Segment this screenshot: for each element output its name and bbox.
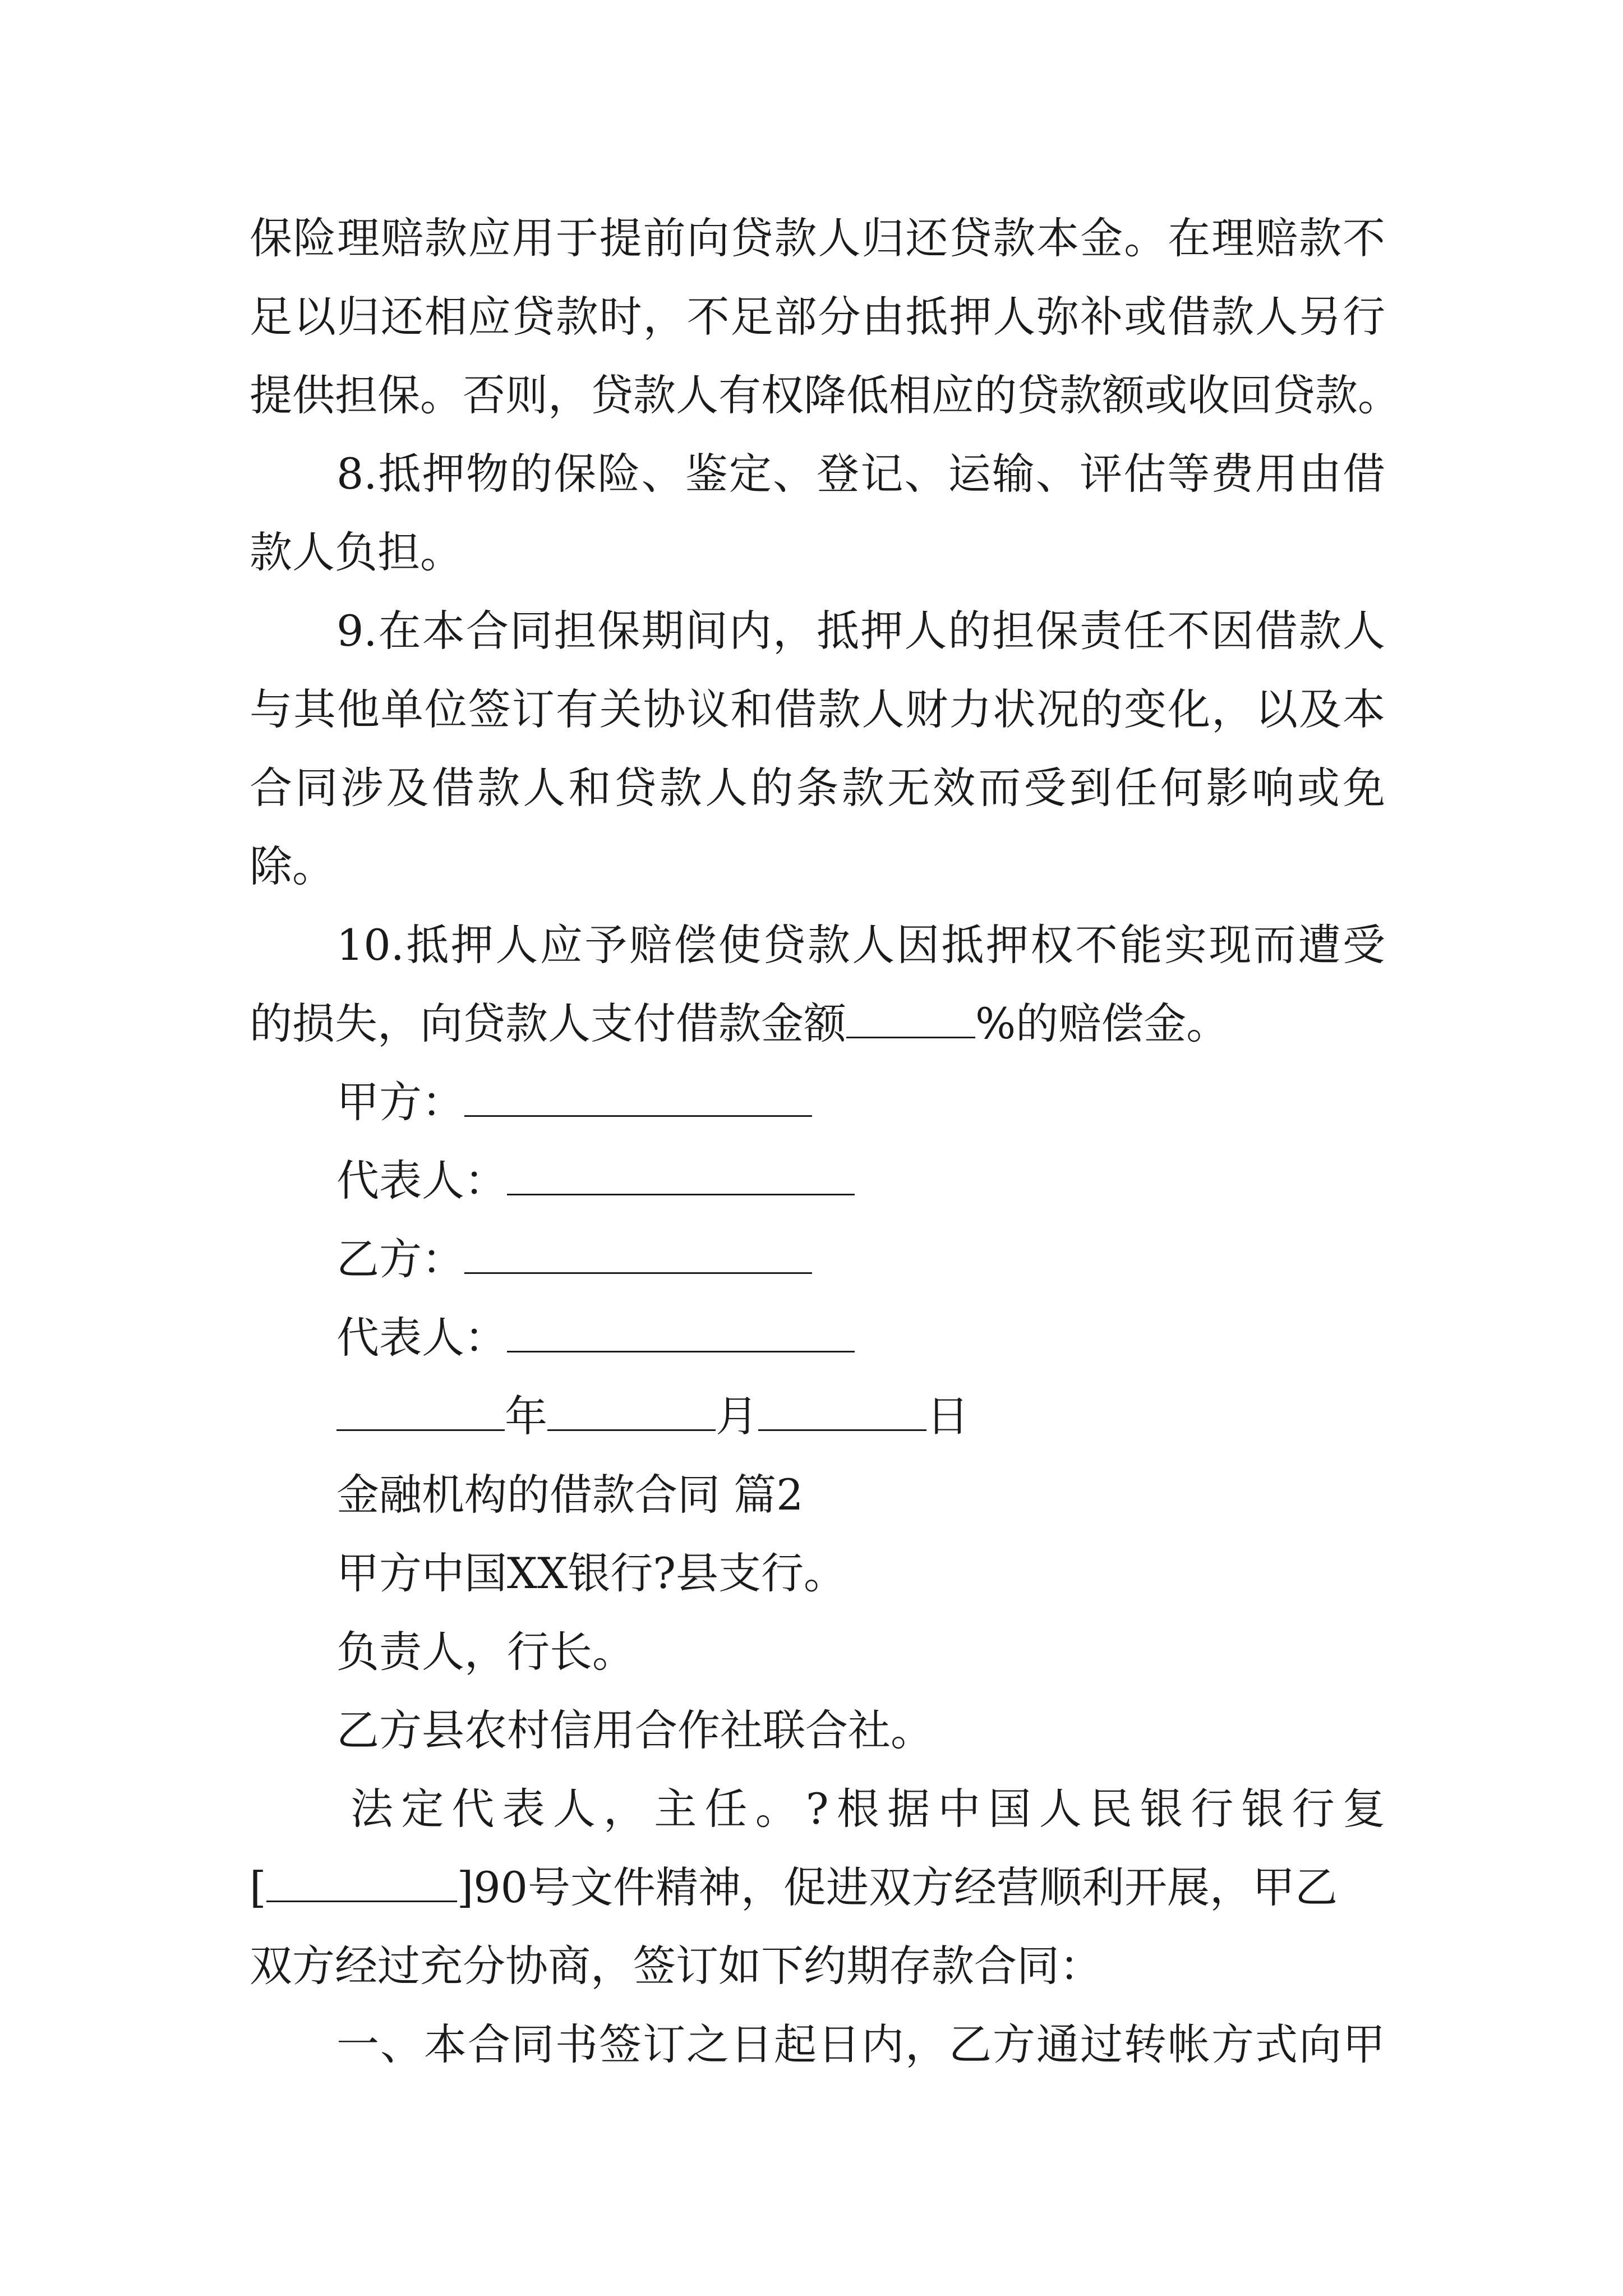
paragraph-line: 一、本合同书签订之日起日内，乙方通过转帐方式向甲 [336, 2019, 1385, 2069]
section-heading: 金融机构的借款合同 篇2 [336, 1470, 804, 1520]
representative-a-blank [507, 1159, 855, 1195]
paragraph-line: 8.抵押物的保险、鉴定、登记、运输、评估等费用由借 [336, 449, 1385, 499]
year-label: 年 [505, 1391, 547, 1441]
date-line [336, 1388, 969, 1444]
representative-b-label: 代表人： [336, 1313, 507, 1363]
signature-line-representative-a [336, 1153, 855, 1209]
compensation-text-after: %的赔偿金。 [975, 999, 1229, 1048]
document-reference-text: ]90号文件精神，促进双方经营顺利开展，甲乙 [457, 1862, 1338, 1912]
paragraph-line: 足以归还相应贷款时，不足部分由抵押人弥补或借款人另行 [250, 292, 1385, 342]
representative-a-label: 代表人： [336, 1156, 507, 1205]
document-number-blank [266, 1866, 457, 1902]
party-b-blank [464, 1237, 812, 1274]
compensation-text-before: 的损失，向贷款人支付借款金额 [250, 999, 846, 1048]
paragraph-line: 9.在本合同担保期间内，抵押人的担保责任不因借款人 [336, 606, 1385, 656]
day-blank [758, 1395, 926, 1431]
percentage-blank [846, 1002, 975, 1038]
signature-line-party-a [336, 1074, 812, 1130]
paragraph-line: 10.抵押人应予赔偿使贷款人因抵押权不能实现而遭受 [336, 920, 1385, 970]
paragraph-line: 除。 [250, 841, 335, 891]
representative-b-blank [507, 1316, 855, 1352]
party-a-label: 甲方： [336, 1077, 464, 1127]
paragraph-line: 甲方中国XX银行?县支行。 [336, 1548, 846, 1598]
paragraph-line: 乙方县农村信用合作社联合社。 [336, 1705, 933, 1755]
month-label: 月 [716, 1391, 758, 1441]
party-b-label: 乙方： [336, 1234, 464, 1284]
paragraph-line: 与其他单位签订有关协议和借款人财力状况的变化，以及本 [250, 684, 1385, 734]
paragraph-line: 双方经过充分协商，签订如下约期存款合同： [250, 1941, 1102, 1991]
bracket-open: [ [250, 1862, 266, 1912]
month-blank [547, 1395, 716, 1431]
signature-line-representative-b [336, 1310, 855, 1366]
paragraph-line: 法定代表人，主任。?根据中国人民银行银行复 [351, 1784, 1385, 1834]
signature-line-party-b [336, 1231, 812, 1287]
paragraph-line: 保险理赔款应用于提前向贷款人归还贷款本金。在理赔款不 [250, 213, 1385, 263]
paragraph-line: 提供担保。否则，贷款人有权降低相应的贷款额或收回贷款。 [250, 370, 1400, 420]
day-label: 日 [926, 1391, 969, 1441]
paragraph-line [250, 1860, 1338, 1916]
paragraph-line: 合同涉及借款人和贷款人的条款无效而受到任何影响或免 [250, 763, 1385, 813]
paragraph-line: 款人负担。 [250, 527, 463, 577]
year-blank [336, 1395, 505, 1431]
paragraph-line [250, 996, 1229, 1052]
paragraph-line: 负责人，行长。 [336, 1627, 635, 1677]
party-a-blank [464, 1080, 812, 1117]
